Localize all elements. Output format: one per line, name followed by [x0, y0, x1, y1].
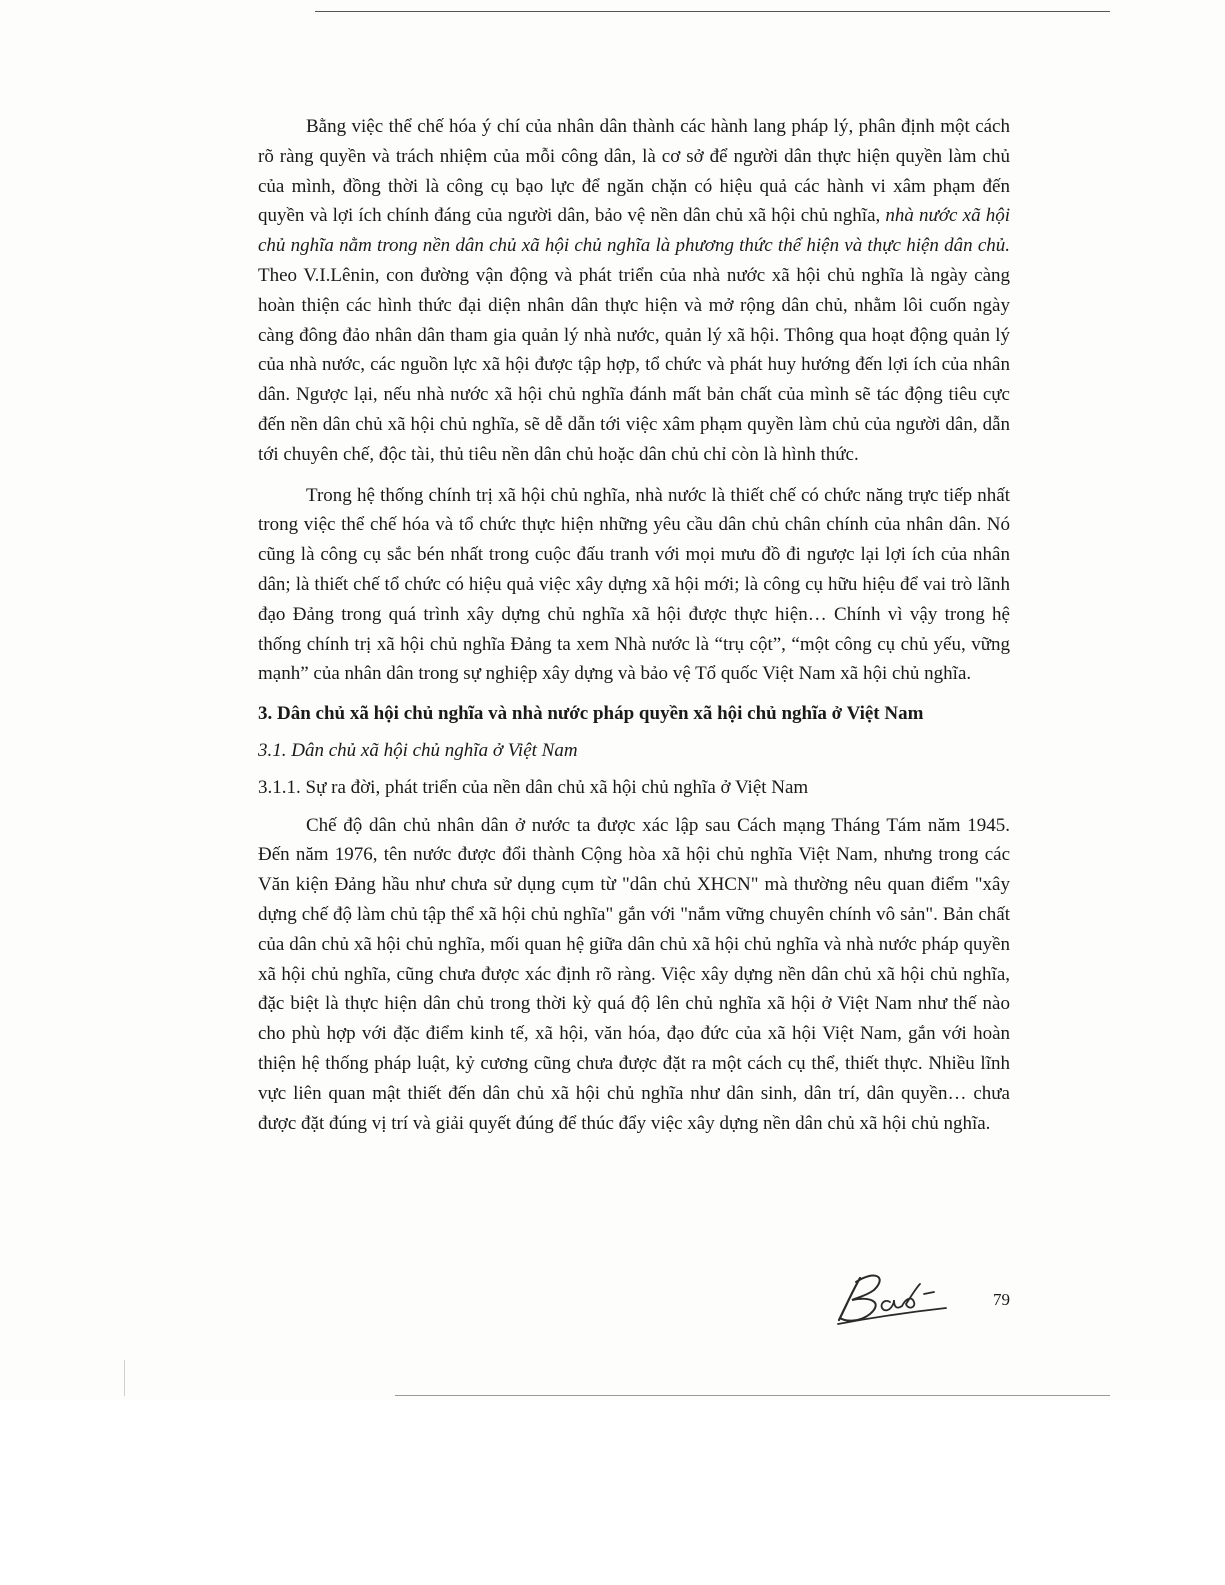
sub-subsection-heading: 3.1.1. Sự ra đời, phát triển của nền dân chủ xã hội chủ nghĩa ở Việt Nam	[258, 776, 809, 798]
paragraph-3: Chế độ dân chủ nhân dân ở nước ta được xác lập sau Cách mạng Tháng Tám năm 1945. Đến năm 1976, tên nước được đổi thành Cộng hòa xã hội chủ nghĩa Việt Nam, nhưng trong các Văn kiện Đảng hầu như chưa sử dụng cụm từ "dân chủ XHCN" mà thường nêu quan điểm "xây dựng chế độ làm chủ tập thể xã hội chủ nghĩa" gắn với "nắm vững chuyên chính vô sản". Bản chất của dân chủ xã hội chủ nghĩa, mối quan hệ giữa dân chủ xã hội chủ nghĩa và nhà nước pháp quyền xã hội chủ nghĩa, cũng chưa được xác định rõ ràng. Việc xây dựng nền dân chủ xã hội chủ nghĩa, đặc biệt là thực hiện dân chủ trong thời kỳ quá độ lên chủ nghĩa xã hội ở Việt Nam như thế nào cho phù hợp với đặc điểm kinh tế, xã hội, văn hóa, đạo đức của xã hội Việt Nam, gắn với hoàn thiện hệ thống pháp luật, kỷ cương cũng chưa được đặt ra một cách cụ thể, thiết thực. Nhiều lĩnh vực liên quan mật thiết đến dân chủ xã hội chủ nghĩa như dân sinh, dân trí, dân quyền… chưa được đặt đúng vị trí và giải quyết đúng để thúc đẩy việc xây dựng nền dân chủ xã hội chủ nghĩa.	[258, 814, 1010, 1134]
page-number: 79	[993, 1290, 1010, 1309]
handwritten-signature	[830, 1268, 955, 1328]
left-edge-rule	[124, 1360, 125, 1396]
top-rule	[315, 11, 1110, 12]
section-heading: 3. Dân chủ xã hội chủ nghĩa và nhà nước pháp quyền xã hội chủ nghĩa ở Việt Nam	[258, 703, 924, 725]
paragraph-2: Trong hệ thống chính trị xã hội chủ nghĩa, nhà nước là thiết chế có chức năng trực tiếp nhất trong việc thể chế hóa và tổ chức thực hiện những yêu cầu dân chủ chân chính của nhân dân. Nó cũng là công cụ sắc bén nhất trong cuộc đấu tranh với mọi mưu đồ đi ngược lại lợi ích của nhân dân; là thiết chế tổ chức có hiệu quả việc xây dựng xã hội mới; là công cụ hữu hiệu để vai trò lãnh đạo Đảng trong quá trình xây dựng chủ nghĩa xã hội được thực hiện… Chính vì vậy trong hệ thống chính trị xã hội chủ nghĩa Đảng ta xem Nhà nước là “trụ cột”, “một công cụ chủ yếu, vững mạnh” của nhân dân trong sự nghiệp xây dựng và bảo vệ Tổ quốc Việt Nam xã hội chủ nghĩa.	[258, 484, 1010, 685]
paragraph-1-emphasis: nhà nước xã hội chủ nghĩa nằm trong nền dân chủ xã hội chủ nghĩa là phương thức thể hiện và thực hiện dân chủ.	[258, 205, 1010, 257]
paragraph-1-lead: Bằng việc thể chế hóa ý chí của nhân dân thành các hành lang pháp lý, phân định một cách rõ ràng quyền và trách nhiệm của mỗi công dân, là cơ sở để người dân thực hiện quyền làm chủ của mình, đồng thời là công cụ bạo lực để ngăn chặn có hiệu quả các hành vi xâm phạm đến quyền và lợi ích chính đáng của người dân, bảo vệ nền dân chủ xã hội chủ nghĩa,	[258, 116, 1010, 227]
paragraph-1	[258, 112, 1010, 470]
document-body	[258, 112, 1010, 1138]
subsection-heading: 3.1. Dân chủ xã hội chủ nghĩa ở Việt Nam	[258, 739, 578, 761]
paragraph-1-tail: Theo V.I.Lênin, con đường vận động và phát triển của nhà nước xã hội chủ nghĩa là ngày càng hoàn thiện các hình thức đại diện nhân dân thực hiện và mở rộng dân chủ, nhằm lôi cuốn ngày càng đông đảo nhân dân tham gia quản lý nhà nước, quản lý xã hội. Thông qua hoạt động quản lý của nhà nước, các nguồn lực xã hội được tập hợp, tổ chức và phát huy hướng đến lợi ích của nhân dân. Ngược lại, nếu nhà nước xã hội chủ nghĩa đánh mất bản chất của mình sẽ tác động tiêu cực đến nền dân chủ xã hội chủ nghĩa, sẽ dễ dẫn tới việc xâm phạm quyền làm chủ của người dân, dẫn tới chuyên chế, độc tài, thủ tiêu nền dân chủ hoặc dân chủ chỉ còn là hình thức.	[258, 264, 1010, 465]
bottom-rule	[395, 1395, 1110, 1396]
